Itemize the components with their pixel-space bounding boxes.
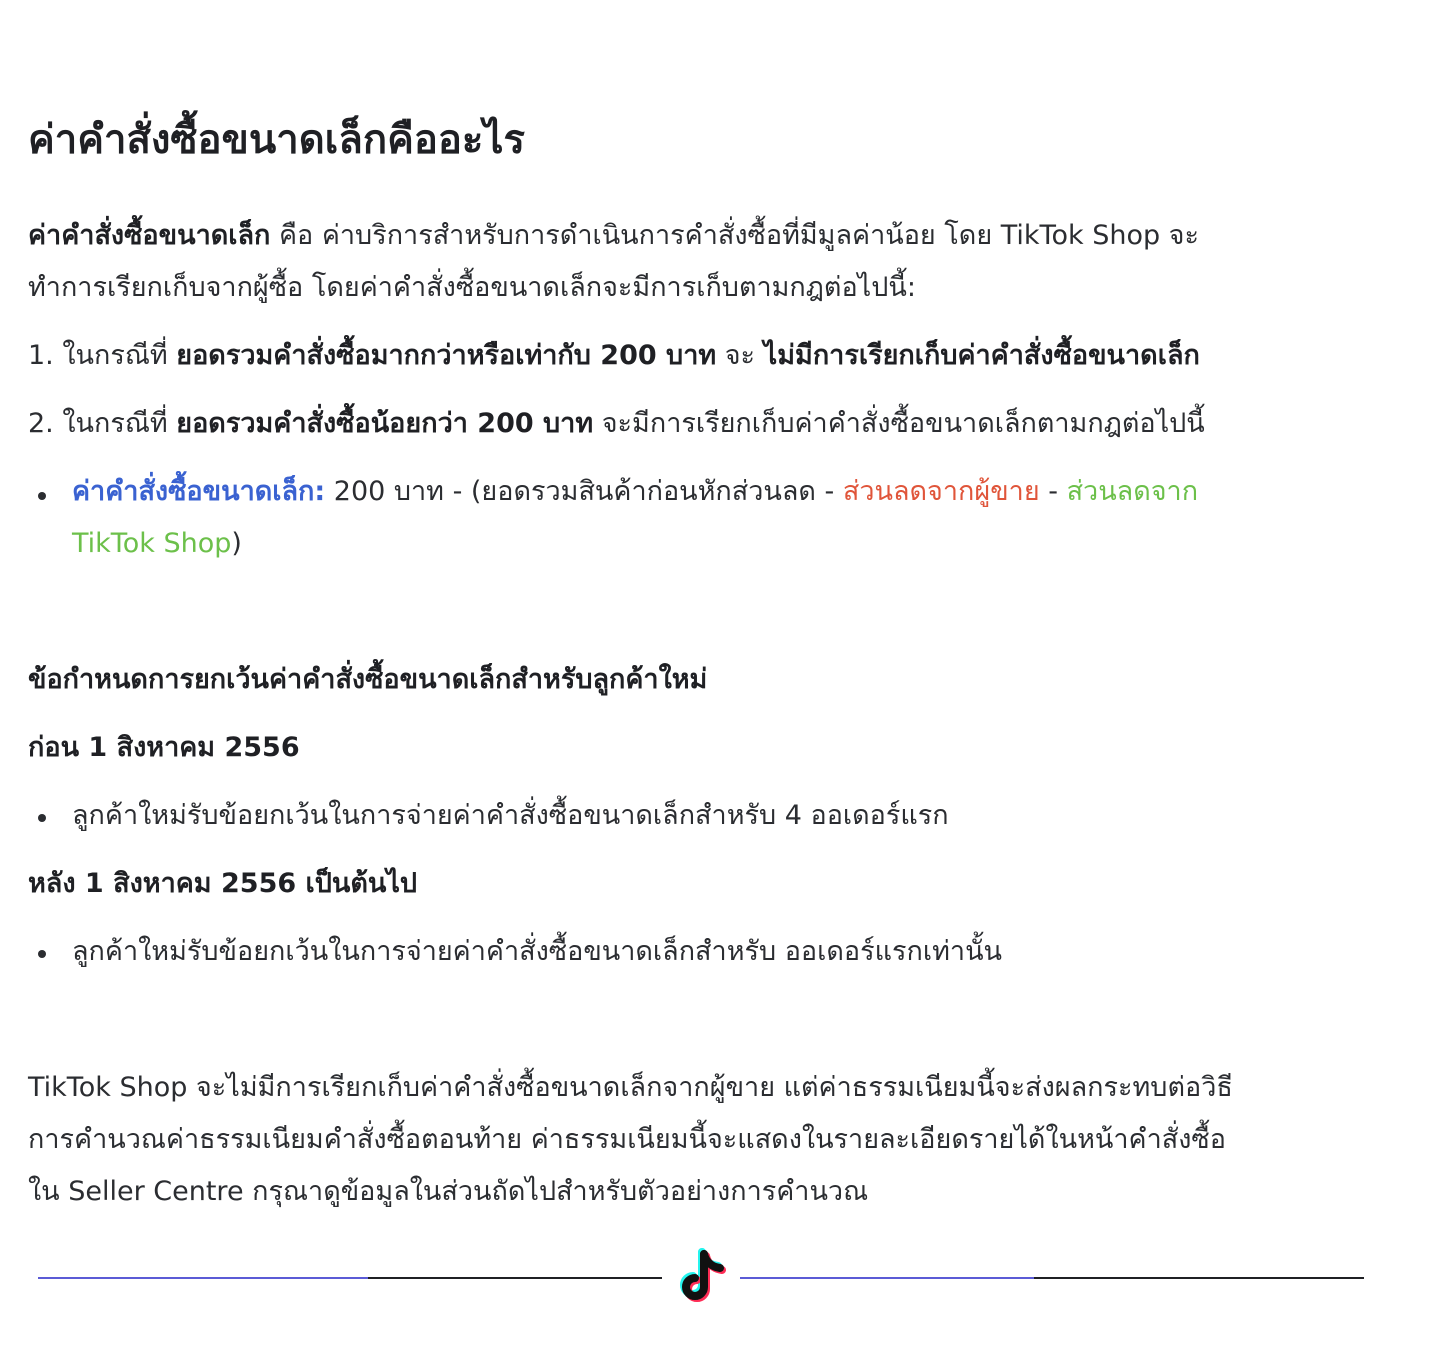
rule-1-result: ไม่มีการเรียกเก็บค่าคำสั่งซื้อขนาดเล็ก [763, 340, 1200, 371]
formula-platform-discount-1: ส่วนลดจาก [1066, 476, 1199, 507]
formula-label: ค่าคำสั่งซื้อขนาดเล็ก: [72, 476, 326, 507]
rule-1-condition: ยอดรวมคำสั่งซื้อมากกว่าหรือเท่ากับ 200 บาท [176, 340, 717, 371]
after-item: ลูกค้าใหม่รับข้อยกเว้นในการจ่ายค่าคำสั่งซื้อขนาดเล็กสำหรับ ออเดอร์แรกเท่านั้น [72, 936, 1002, 967]
tiktok-logo-icon [668, 1245, 734, 1311]
before-item: ลูกค้าใหม่รับข้อยกเว้นในการจ่ายค่าคำสั่งซื้อขนาดเล็กสำหรับ 4 ออเดอร์แรก [72, 800, 949, 831]
closing-line-2: การคำนวณค่าธรรมเนียมคำสั่งซื้อตอนท้าย ค่าธรรมเนียมนี้จะแสดงในรายละเอียดรายได้ในหน้าคำสั่งซื้อ [28, 1124, 1226, 1155]
rule-1-middle: จะ [716, 340, 764, 371]
divider-right-dark [1034, 1277, 1364, 1279]
rule-2 [28, 398, 1205, 450]
rule-1-prefix: 1. ในกรณีที่ [28, 340, 177, 371]
closing-line-1: TikTok Shop จะไม่มีการเรียกเก็บค่าคำสั่งซื้อขนาดเล็กจากผู้ขาย แต่ค่าธรรมเนียมนี้จะส่งผลกระทบต่อวิธี [28, 1072, 1233, 1103]
rule-2-condition: ยอดรวมคำสั่งซื้อน้อยกว่า 200 บาท [176, 408, 594, 439]
bullet-dot [38, 814, 46, 822]
page-title: ค่าคำสั่งซื้อขนาดเล็กคืออะไร [28, 117, 525, 163]
divider-left-purple [38, 1277, 368, 1279]
formula-close: ) [231, 528, 242, 559]
formula-line-2 [72, 518, 242, 570]
intro-line-1 [28, 210, 1199, 262]
intro-line-1-rest: คือ ค่าบริการสำหรับการดำเนินการคำสั่งซื้อที่มีมูลค่าน้อย โดย TikTok Shop จะ [270, 220, 1200, 251]
rule-2-rest: จะมีการเรียกเก็บค่าคำสั่งซื้อขนาดเล็กตามกฎต่อไปนี้ [593, 408, 1205, 439]
exemption-heading: ข้อกำหนดการยกเว้นค่าคำสั่งซื้อขนาดเล็กสำหรับลูกค้าใหม่ [28, 664, 708, 695]
intro-term: ค่าคำสั่งซื้อขนาดเล็ก [28, 220, 271, 251]
bullet-dot [38, 950, 46, 958]
before-heading: ก่อน 1 สิงหาคม 2556 [28, 732, 300, 763]
formula-line-1 [72, 466, 1198, 518]
divider-right-purple [740, 1277, 1034, 1279]
closing-line-3: ใน Seller Centre กรุณาดูข้อมูลในส่วนถัดไปสำหรับตัวอย่างการคำนวณ [28, 1176, 869, 1207]
formula-part-1: 200 บาท - (ยอดรวมสินค้าก่อนหักส่วนลด - [325, 476, 843, 507]
bullet-dot [38, 492, 46, 500]
formula-seller-discount: ส่วนลดจากผู้ขาย [842, 476, 1040, 507]
divider-left-dark [368, 1277, 662, 1279]
rule-1 [28, 330, 1200, 382]
formula-sep: - [1039, 476, 1067, 507]
intro-line-2: ทำการเรียกเก็บจากผู้ซื้อ โดยค่าคำสั่งซื้อขนาดเล็กจะมีการเก็บตามกฎต่อไปนี้: [28, 272, 916, 303]
formula-platform-discount-2: TikTok Shop [72, 528, 232, 559]
after-heading: หลัง 1 สิงหาคม 2556 เป็นต้นไป [28, 868, 418, 899]
rule-2-prefix: 2. ในกรณีที่ [28, 408, 177, 439]
